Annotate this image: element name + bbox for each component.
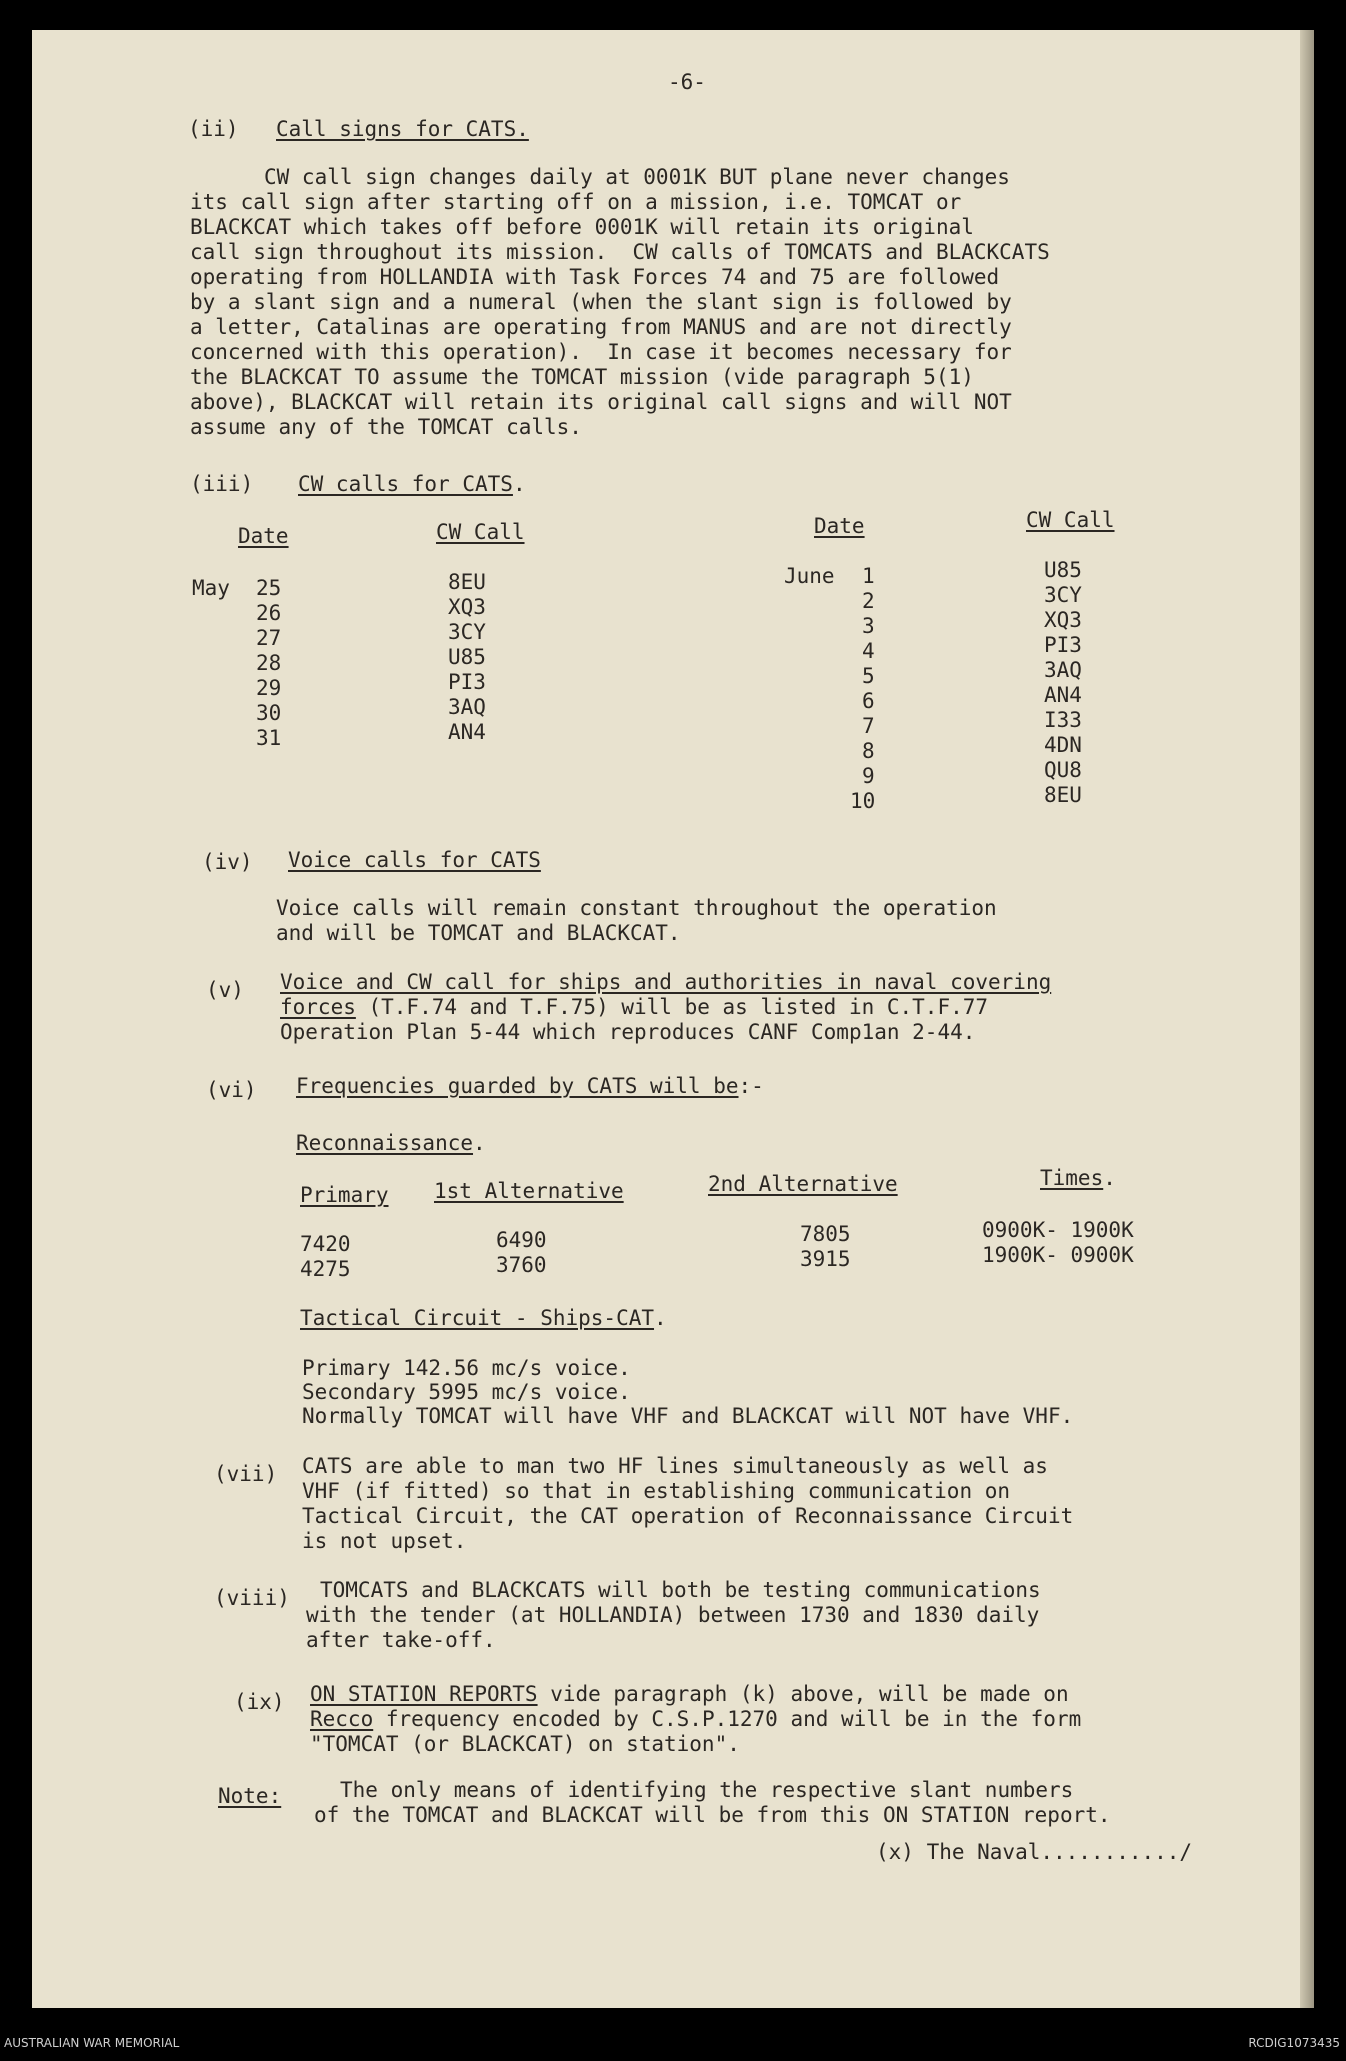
may-date: 26	[256, 601, 282, 625]
june-call: XQ3	[1044, 608, 1082, 632]
section-iv-line: and will be TOMCAT and BLACKCAT.	[276, 921, 681, 945]
freq-header-times-tail: .	[1103, 1166, 1116, 1190]
freq-alt2: 3915	[800, 1247, 851, 1271]
june-call: I33	[1044, 708, 1082, 732]
june-call-header: CW Call	[1026, 508, 1115, 532]
freq-alt1: 3760	[496, 1253, 547, 1277]
freq-header-alt1: 1st Alternative	[434, 1179, 624, 1203]
june-call: PI3	[1044, 633, 1082, 657]
section-ii-line: a letter, Catalinas are operating from MANUS and are not directly	[190, 315, 1012, 339]
june-label: June	[784, 564, 835, 588]
footer-id: RCDIG1073435	[1248, 2036, 1340, 2050]
section-ix-line1	[310, 1682, 1069, 1707]
section-ii-number: (ii)	[188, 117, 239, 141]
june-date: 3	[862, 614, 875, 638]
freq-header-times-text: Times	[1040, 1166, 1104, 1190]
freq-times: 0900K- 1900K	[982, 1218, 1134, 1242]
section-vii-line: VHF (if fitted) so that in establishing communication on	[302, 1479, 1011, 1503]
may-call-header: CW Call	[436, 520, 525, 544]
section-iii-heading-text: CW calls for CATS	[298, 472, 513, 496]
section-v-line2	[280, 995, 988, 1020]
may-date: 27	[256, 626, 282, 650]
section-vii-line: CATS are able to man two HF lines simultaneously as well as	[302, 1454, 1048, 1478]
note-label: Note:	[218, 1784, 282, 1808]
section-iii-number: (iii)	[190, 472, 254, 496]
section-vi-heading	[296, 1074, 764, 1099]
june-date: 10	[850, 789, 876, 813]
section-ii-line: above), BLACKCAT will retain its original call signs and will NOT	[190, 390, 1012, 414]
section-iv-number: (iv)	[202, 850, 253, 874]
section-ii-line: CW call sign changes daily at 0001K BUT plane never changes	[264, 165, 1010, 189]
section-viii-line: with the tender (at HOLLANDIA) between 1730 and 1830 daily	[306, 1603, 1040, 1627]
section-viii-line: after take-off.	[306, 1628, 496, 1652]
may-date: 30	[256, 701, 282, 725]
section-vii-number: (vii)	[214, 1462, 278, 1486]
section-v-line1: Voice and CW call for ships and authorities in naval covering	[280, 970, 1052, 994]
freq-times: 1900K- 0900K	[982, 1243, 1134, 1267]
section-v-line3: Operation Plan 5-44 which reproduces CANF Comp1an 2-44.	[280, 1020, 976, 1044]
section-vii-line: is not upset.	[302, 1529, 467, 1553]
may-call: PI3	[448, 670, 486, 694]
may-date: 31	[256, 726, 282, 750]
recco-word: Recco	[310, 1707, 374, 1731]
tactical-line: Primary 142.56 mc/s voice.	[302, 1356, 631, 1380]
may-call: 3CY	[448, 620, 486, 644]
june-call: 3AQ	[1044, 658, 1082, 682]
section-ii-line: BLACKCAT which takes off before 0001K will retain its original	[190, 215, 974, 239]
freq-header-primary: Primary	[300, 1183, 389, 1207]
june-date: 4	[862, 639, 875, 663]
section-vi-heading-text: Frequencies guarded by CATS will be	[296, 1074, 739, 1098]
june-call: 8EU	[1044, 783, 1082, 807]
june-date: 7	[862, 714, 875, 738]
note-line: The only means of identifying the respective slant numbers	[340, 1778, 1074, 1802]
freq-alt1: 6490	[496, 1228, 547, 1252]
june-date: 1	[862, 564, 875, 588]
may-date: 25	[256, 576, 282, 600]
june-date: 6	[862, 689, 875, 713]
reconnaissance-label	[296, 1131, 486, 1156]
section-viii-line1: TOMCATS and BLACKCATS will both be testing communications	[320, 1578, 1041, 1602]
page-number: -6-	[668, 70, 706, 94]
continuation-text: (x) The Naval.........../	[876, 1840, 1193, 1864]
may-date-header: Date	[238, 524, 289, 548]
section-viii-number: (viii)	[214, 1586, 290, 1610]
tactical-circuit-text: Tactical Circuit - Ships-CAT	[300, 1306, 655, 1330]
note-line: of the TOMCAT and BLACKCAT will be from this ON STATION report.	[314, 1803, 1111, 1827]
section-vii-line: Tactical Circuit, the CAT operation of Reconnaissance Circuit	[302, 1504, 1074, 1528]
may-call: U85	[448, 645, 486, 669]
section-ii-line: operating from HOLLANDIA with Task Forces 74 and 75 are followed	[190, 265, 1000, 289]
june-date: 8	[862, 739, 875, 763]
june-call: U85	[1044, 558, 1082, 582]
may-call: XQ3	[448, 595, 486, 619]
section-ix-number: (ix)	[234, 1690, 285, 1714]
freq-header-times	[1040, 1166, 1116, 1191]
section-ix-line1-rest: vide paragraph (k) above, will be made on	[537, 1682, 1069, 1706]
section-ii-line: by a slant sign and a numeral (when the slant sign is followed by	[190, 290, 1012, 314]
reconnaissance-tail: .	[473, 1131, 486, 1155]
may-call: AN4	[448, 720, 486, 744]
tactical-line: Secondary 5995 mc/s voice.	[302, 1380, 631, 1404]
freq-header-alt2: 2nd Alternative	[708, 1172, 898, 1196]
june-date: 9	[862, 764, 875, 788]
june-call: 3CY	[1044, 583, 1082, 607]
section-vi-number: (vi)	[206, 1078, 257, 1102]
tactical-line: Normally TOMCAT will have VHF and BLACKCAT will NOT have VHF.	[302, 1404, 1074, 1428]
section-ii-line: call sign throughout its mission. CW calls of TOMCATS and BLACKCATS	[190, 240, 1050, 264]
on-station-reports: ON STATION REPORTS	[310, 1682, 538, 1706]
freq-alt2: 7805	[800, 1222, 851, 1246]
freq-primary: 7420	[300, 1232, 351, 1256]
may-label: May	[192, 576, 230, 600]
section-v-number: (v)	[206, 978, 244, 1002]
reconnaissance-text: Reconnaissance	[296, 1131, 474, 1155]
tactical-circuit-tail: .	[654, 1306, 667, 1330]
section-ix-line2-rest: frequency encoded by C.S.P.1270 and will be in the form	[373, 1707, 1082, 1731]
section-vi-heading-tail: :-	[738, 1074, 764, 1098]
section-ii-line: the BLACKCAT TO assume the TOMCAT mission (vide paragraph 5(1)	[190, 365, 974, 389]
section-ii-line: concerned with this operation). In case it becomes necessary for	[190, 340, 1012, 364]
june-call: 4DN	[1044, 733, 1082, 757]
section-ix-line3: "TOMCAT (or BLACKCAT) on station".	[310, 1732, 740, 1756]
june-call: AN4	[1044, 683, 1082, 707]
june-date-header: Date	[814, 514, 865, 538]
section-ii-line: assume any of the TOMCAT calls.	[190, 415, 582, 439]
may-date: 29	[256, 676, 282, 700]
section-ii-heading: Call signs for CATS.	[276, 117, 529, 141]
june-date: 5	[862, 664, 875, 688]
section-ii-line: its call sign after starting off on a mission, i.e. TOMCAT or	[190, 190, 962, 214]
section-ix-line2	[310, 1707, 1081, 1732]
june-date: 2	[862, 589, 875, 613]
section-iii-heading	[298, 472, 526, 497]
section-iv-line: Voice calls will remain constant throughout the operation	[276, 896, 997, 920]
may-call: 8EU	[448, 570, 486, 594]
section-iii-heading-tail: .	[512, 472, 526, 496]
footer-source: AUSTRALIAN WAR MEMORIAL	[4, 2036, 180, 2050]
section-iv-heading: Voice calls for CATS	[288, 848, 541, 872]
section-v-forces: forces	[280, 995, 356, 1019]
page-edge-shadow	[1300, 30, 1314, 2008]
tactical-circuit-heading	[300, 1306, 667, 1331]
section-v-line2-rest: (T.F.74 and T.F.75) will be as listed in C.T.F.77	[355, 995, 989, 1019]
freq-primary: 4275	[300, 1257, 351, 1281]
june-call: QU8	[1044, 758, 1082, 782]
may-date: 28	[256, 651, 282, 675]
may-call: 3AQ	[448, 695, 486, 719]
